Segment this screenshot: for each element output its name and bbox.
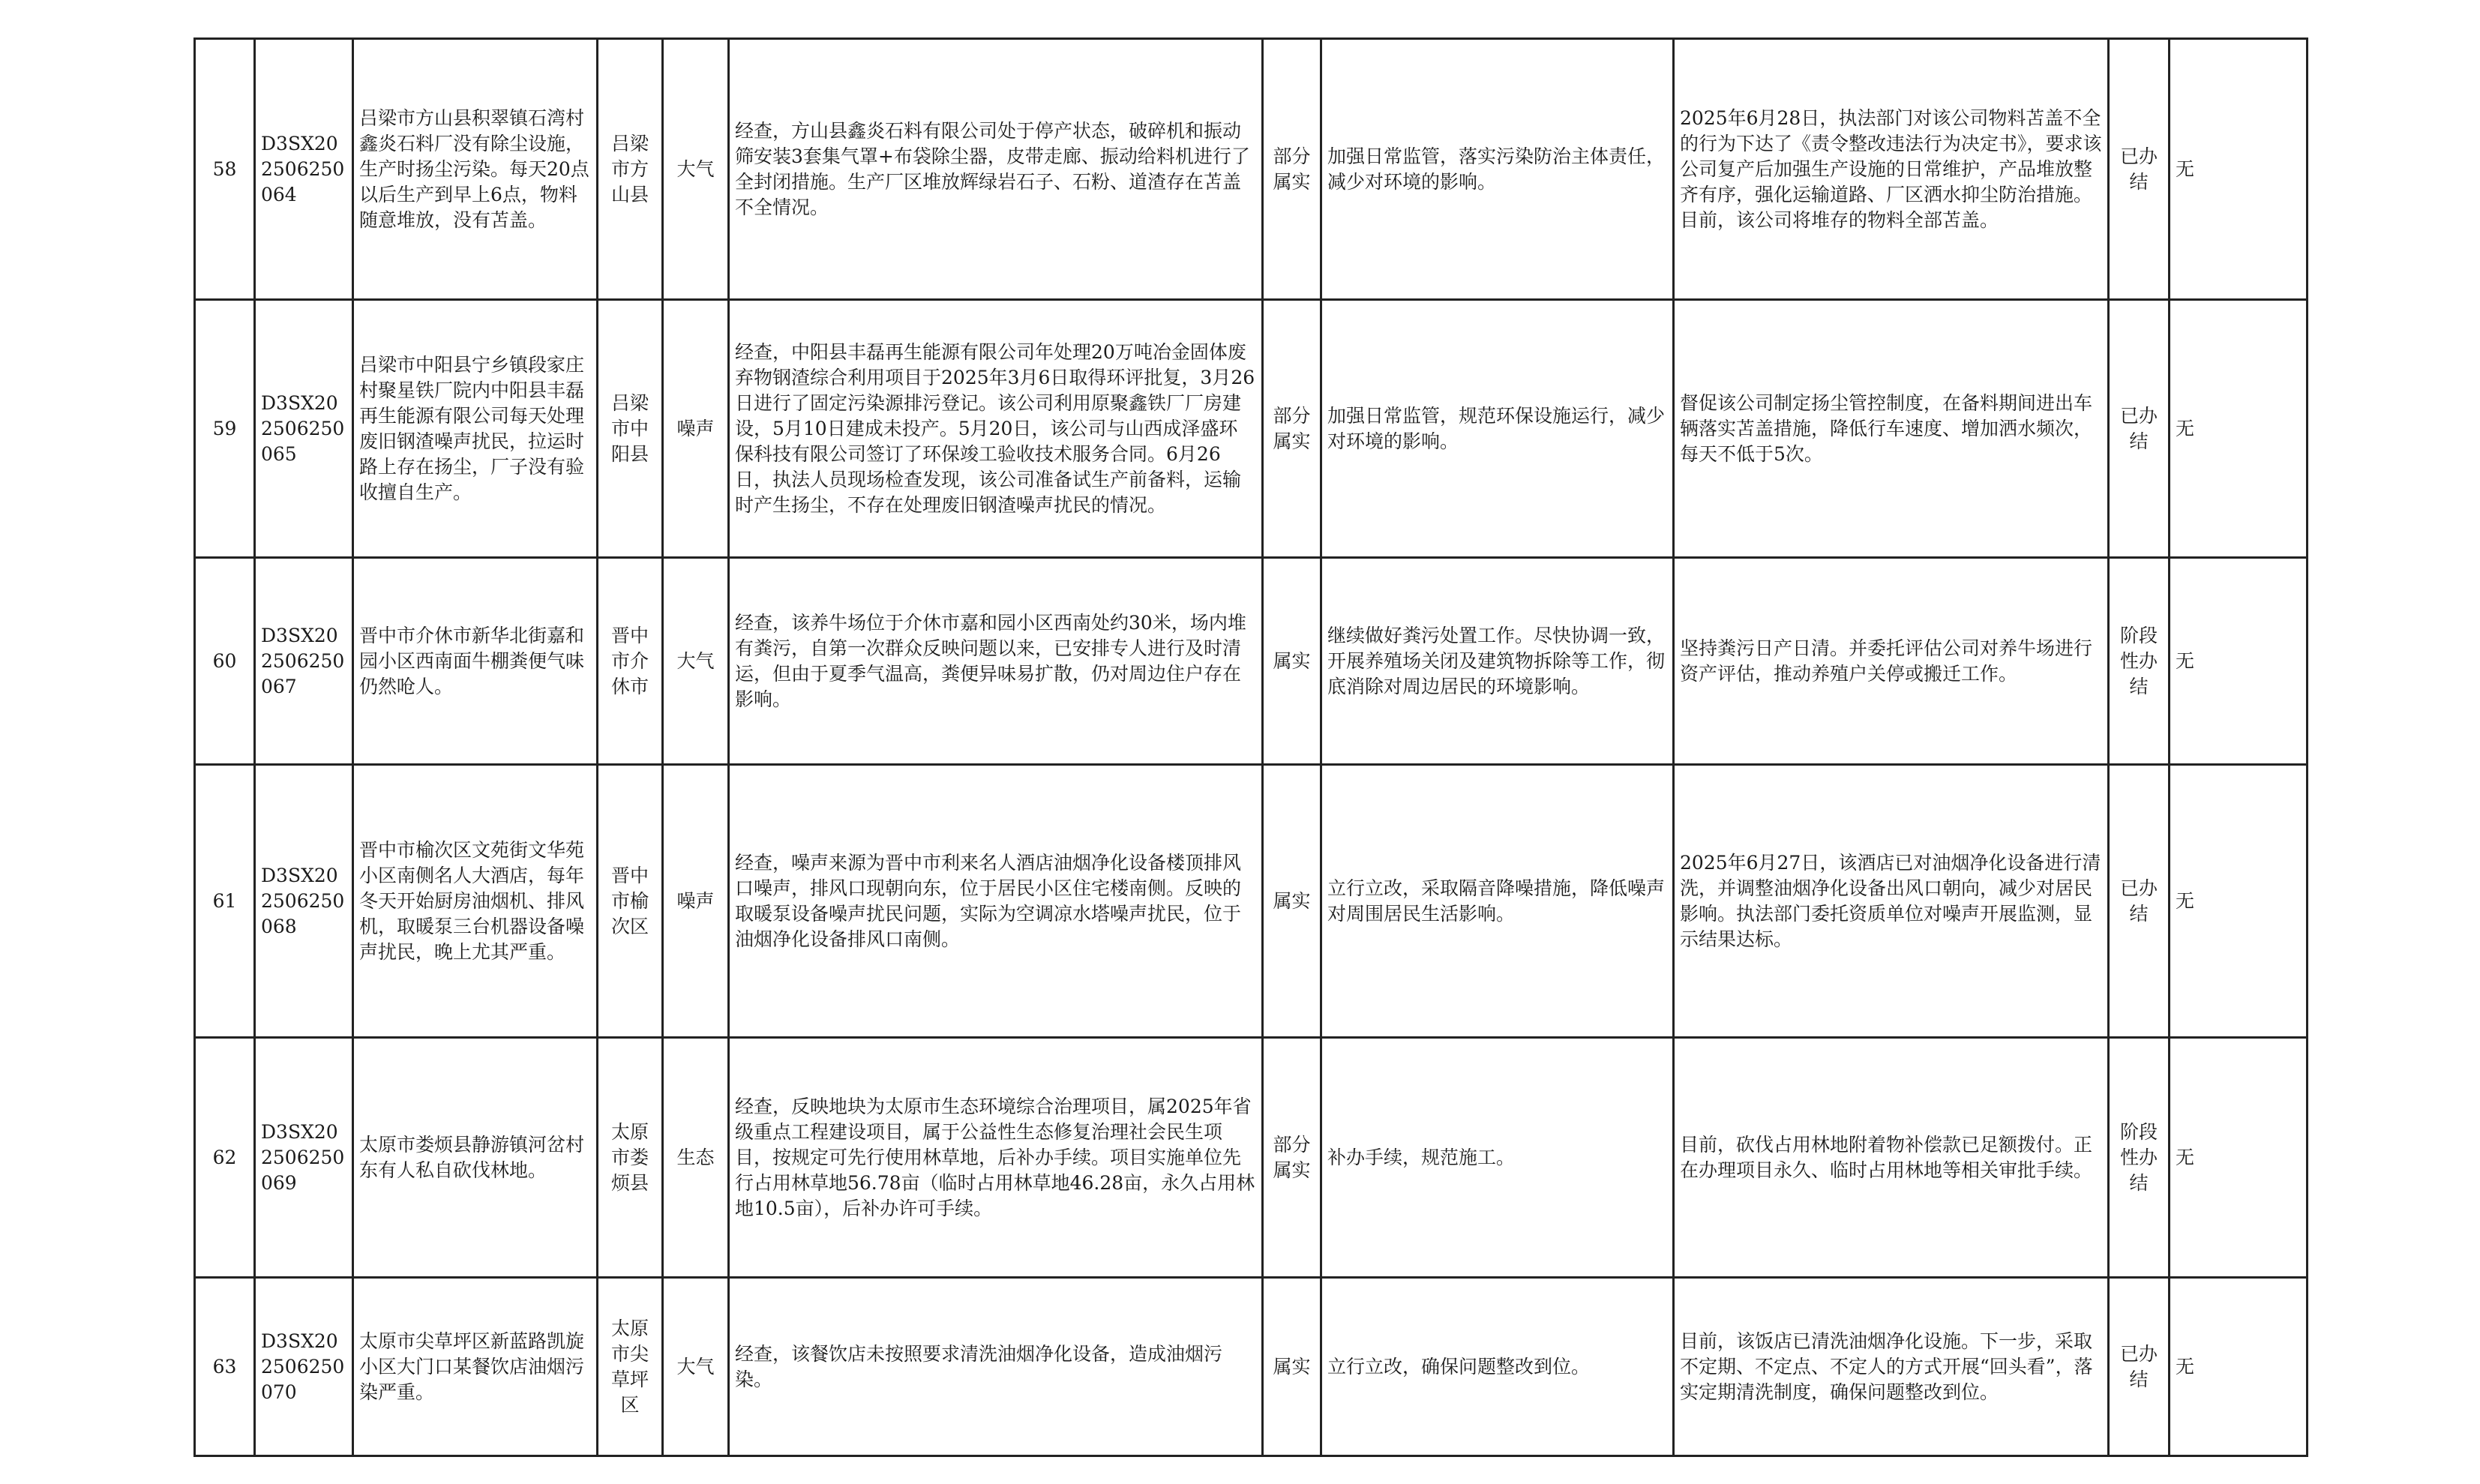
table-row <box>195 765 2308 1038</box>
row-number: 59 <box>195 300 255 558</box>
complaint-content: 太原市娄烦县静游镇河岔村东有人私自砍伐林地。 <box>353 1038 598 1278</box>
row-number: 62 <box>195 1038 255 1278</box>
administrative-area: 太原市尖草坪区 <box>598 1278 663 1456</box>
pollution-type: 噪声 <box>663 765 729 1038</box>
complaint-content: 吕梁市方山县积翠镇石湾村鑫炎石料厂没有除尘设施，生产时扬尘污染。每天20点以后生产到早上6点，物料随意堆放，没有苫盖。 <box>353 39 598 300</box>
handling-result: 2025年6月28日，执法部门对该公司物料苫盖不全的行为下达了《责令整改违法行为决定书》，要求该公司复产后加强生产设施的日常维护，产品堆放整齐有序，强化运输道路、厂区洒水抑尘防治措施。目前，该公司将堆存的物料全部苫盖。 <box>1674 39 2109 300</box>
accountability: 无 <box>2170 558 2308 765</box>
verification-verdict: 属实 <box>1263 765 1321 1038</box>
table-row <box>195 1038 2308 1278</box>
administrative-area: 太原市娄烦县 <box>598 1038 663 1278</box>
case-code: D3SX202506250064 <box>255 39 353 300</box>
administrative-area: 吕梁市方山县 <box>598 39 663 300</box>
handling-measure: 立行立改，采取隔音降噪措施，降低噪声对周围居民生活影响。 <box>1321 765 1674 1038</box>
complaint-content: 晋中市介休市新华北街嘉和园小区西南面牛棚粪便气味仍然呛人。 <box>353 558 598 765</box>
verification-finding: 经查，该餐饮店未按照要求清洗油烟净化设备，造成油烟污染。 <box>729 1278 1263 1456</box>
table-row <box>195 39 2308 300</box>
verification-finding: 经查，中阳县丰磊再生能源有限公司年处理20万吨冶金固体废弃物钢渣综合利用项目于2025年3月6日取得环评批复，3月26日进行了固定污染源排污登记。该公司利用原聚鑫铁厂厂房建设，5月10日建成未投产。5月20日，该公司与山西成泽盛环保科技有限公司签订了环保竣工验收技术服务合同。6月26日，执法人员现场检查发现，该公司准备试生产前备料，运输时产生扬尘，不存在处理废旧钢渣噪声扰民的情况。 <box>729 300 1263 558</box>
verification-finding: 经查，反映地块为太原市生态环境综合治理项目，属2025年省级重点工程建设项目，属于公益性生态修复治理社会民生项目，按规定可先行使用林草地，后补办手续。项目实施单位先行占用林草地56.78亩（临时占用林草地46.28亩，永久占用林地10.5亩），后补办许可手续。 <box>729 1038 1263 1278</box>
administrative-area: 晋中市介休市 <box>598 558 663 765</box>
table-row <box>195 1278 2308 1456</box>
completion-status: 已办结 <box>2109 300 2170 558</box>
accountability: 无 <box>2170 1278 2308 1456</box>
handling-result: 坚持粪污日产日清。并委托评估公司对养牛场进行资产评估，推动养殖户关停或搬迁工作。 <box>1674 558 2109 765</box>
handling-measure: 加强日常监管，落实污染防治主体责任，减少对环境的影响。 <box>1321 39 1674 300</box>
handling-measure: 补办手续，规范施工。 <box>1321 1038 1674 1278</box>
pollution-type: 大气 <box>663 1278 729 1456</box>
pollution-type: 生态 <box>663 1038 729 1278</box>
verification-finding: 经查，方山县鑫炎石料有限公司处于停产状态，破碎机和振动筛安装3套集气罩+布袋除尘器，皮带走廊、振动给料机进行了全封闭措施。生产厂区堆放辉绿岩石子、石粉、道渣存在苫盖不全情况。 <box>729 39 1263 300</box>
complaint-table <box>193 37 2308 1457</box>
case-code: D3SX202506250068 <box>255 765 353 1038</box>
handling-measure: 继续做好粪污处置工作。尽快协调一致，开展养殖场关闭及建筑物拆除等工作，彻底消除对周边居民的环境影响。 <box>1321 558 1674 765</box>
case-code: D3SX202506250069 <box>255 1038 353 1278</box>
handling-measure: 立行立改，确保问题整改到位。 <box>1321 1278 1674 1456</box>
handling-result: 2025年6月27日，该酒店已对油烟净化设备进行清洗，并调整油烟净化设备出风口朝向，减少对居民影响。执法部门委托资质单位对噪声开展监测，显示结果达标。 <box>1674 765 2109 1038</box>
case-code: D3SX202506250070 <box>255 1278 353 1456</box>
accountability: 无 <box>2170 39 2308 300</box>
verification-verdict: 部分属实 <box>1263 39 1321 300</box>
handling-result: 目前，砍伐占用林地附着物补偿款已足额拨付。正在办理项目永久、临时占用林地等相关审批手续。 <box>1674 1038 2109 1278</box>
administrative-area: 吕梁市中阳县 <box>598 300 663 558</box>
verification-verdict: 属实 <box>1263 558 1321 765</box>
accountability: 无 <box>2170 300 2308 558</box>
complaint-content: 太原市尖草坪区新蓝路凯旋小区大门口某餐饮店油烟污染严重。 <box>353 1278 598 1456</box>
row-number: 61 <box>195 765 255 1038</box>
completion-status: 已办结 <box>2109 39 2170 300</box>
case-code: D3SX202506250067 <box>255 558 353 765</box>
row-number: 63 <box>195 1278 255 1456</box>
verification-verdict: 部分属实 <box>1263 1038 1321 1278</box>
administrative-area: 晋中市榆次区 <box>598 765 663 1038</box>
case-code: D3SX202506250065 <box>255 300 353 558</box>
pollution-type: 大气 <box>663 39 729 300</box>
pollution-type: 大气 <box>663 558 729 765</box>
pollution-type: 噪声 <box>663 300 729 558</box>
table-row <box>195 558 2308 765</box>
verification-finding: 经查，该养牛场位于介休市嘉和园小区西南处约30米，场内堆有粪污，自第一次群众反映问题以来，已安排专人进行及时清运，但由于夏季气温高，粪便异味易扩散，仍对周边住户存在影响。 <box>729 558 1263 765</box>
completion-status: 已办结 <box>2109 765 2170 1038</box>
completion-status: 阶段性办结 <box>2109 1038 2170 1278</box>
handling-result: 督促该公司制定扬尘管控制度，在备料期间进出车辆落实苫盖措施，降低行车速度、增加洒水频次，每天不低于5次。 <box>1674 300 2109 558</box>
verification-verdict: 属实 <box>1263 1278 1321 1456</box>
completion-status: 阶段性办结 <box>2109 558 2170 765</box>
complaint-content: 晋中市榆次区文苑街文华苑小区南侧名人大酒店，每年冬天开始厨房油烟机、排风机，取暖泵三台机器设备噪声扰民，晚上尤其严重。 <box>353 765 598 1038</box>
accountability: 无 <box>2170 765 2308 1038</box>
row-number: 60 <box>195 558 255 765</box>
handling-result: 目前，该饭店已清洗油烟净化设施。下一步，采取不定期、不定点、不定人的方式开展“回头看”，落实定期清洗制度，确保问题整改到位。 <box>1674 1278 2109 1456</box>
completion-status: 已办结 <box>2109 1278 2170 1456</box>
table-row <box>195 300 2308 558</box>
row-number: 58 <box>195 39 255 300</box>
complaint-content: 吕梁市中阳县宁乡镇段家庄村聚星铁厂院内中阳县丰磊再生能源有限公司每天处理废旧钢渣噪声扰民，拉运时路上存在扬尘，厂子没有验收擅自生产。 <box>353 300 598 558</box>
verification-verdict: 部分属实 <box>1263 300 1321 558</box>
handling-measure: 加强日常监管，规范环保设施运行，减少对环境的影响。 <box>1321 300 1674 558</box>
verification-finding: 经查，噪声来源为晋中市利来名人酒店油烟净化设备楼顶排风口噪声，排风口现朝向东，位于居民小区住宅楼南侧。反映的取暖泵设备噪声扰民问题，实际为空调凉水塔噪声扰民，位于油烟净化设备排风口南侧。 <box>729 765 1263 1038</box>
accountability: 无 <box>2170 1038 2308 1278</box>
